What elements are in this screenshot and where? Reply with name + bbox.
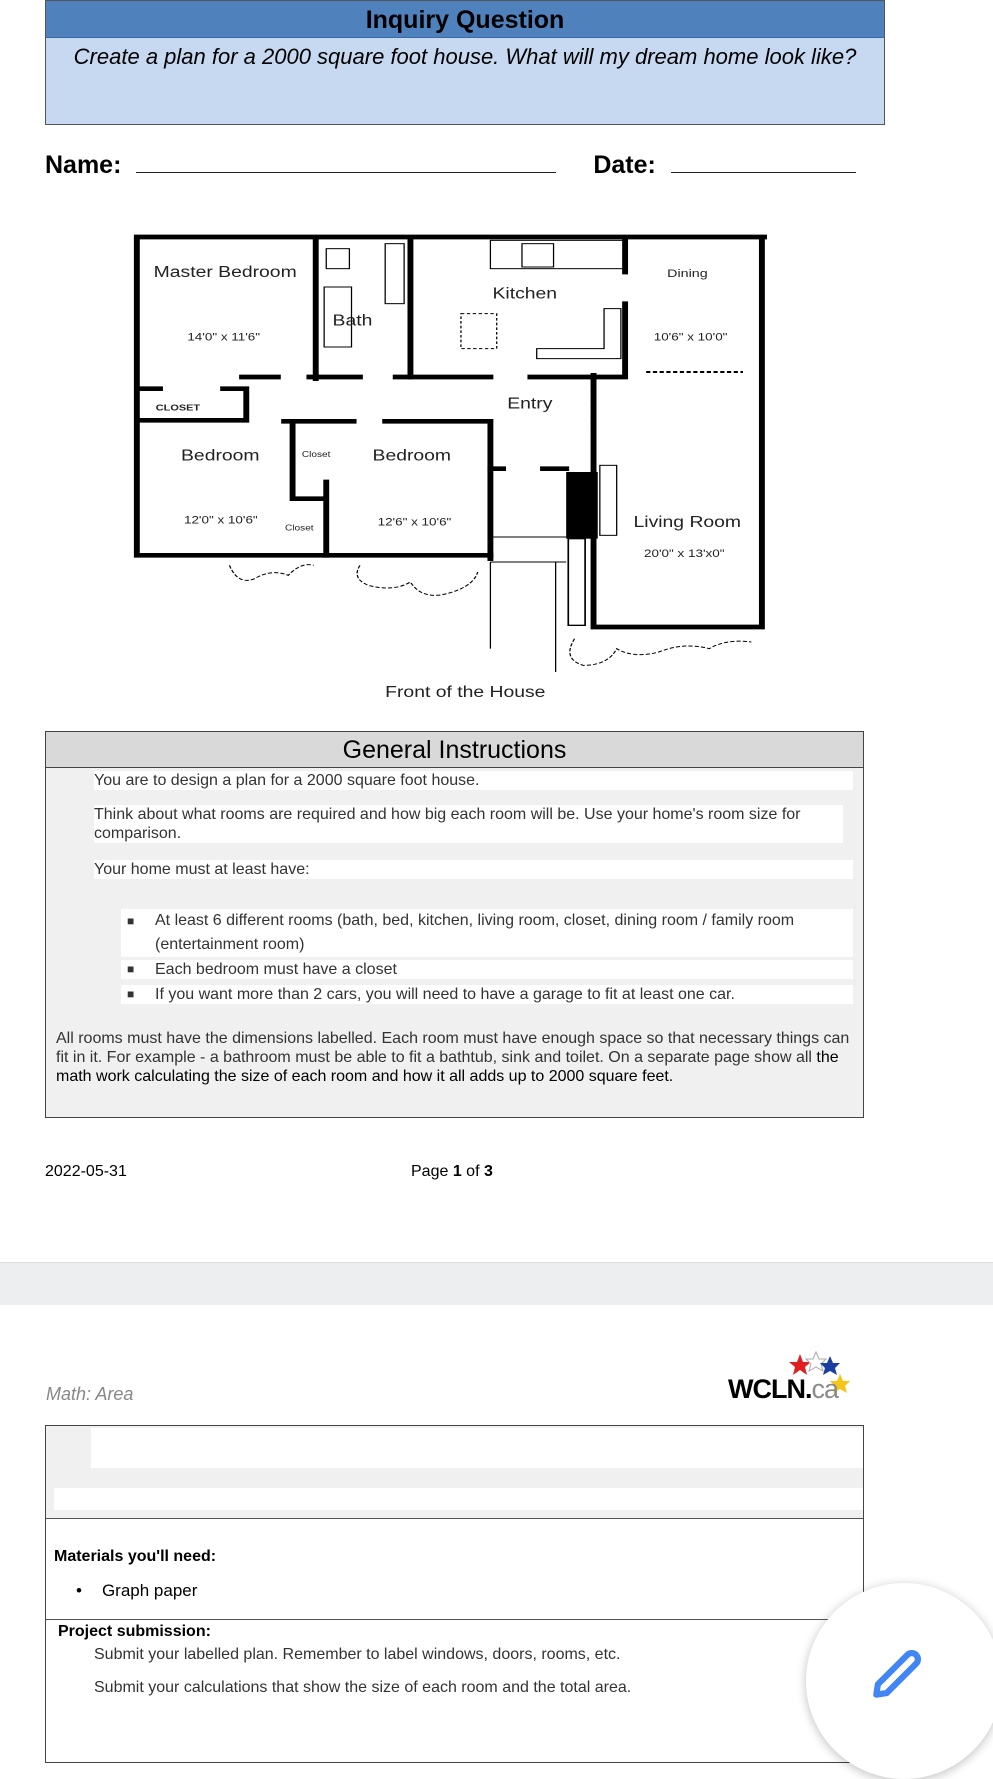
footer-date: 2022-05-31 [45, 1163, 127, 1180]
room-label-master-bedroom: Master Bedroom [153, 262, 297, 281]
name-date-row [45, 150, 856, 180]
floor-plan-caption: Front of the House [385, 682, 546, 701]
materials-item: • Graph paper [76, 1581, 198, 1600]
general-instructions-title: General Instructions [46, 732, 863, 768]
name-field[interactable] [136, 150, 556, 173]
room-label-bedroom-1: Bedroom [181, 446, 260, 464]
inquiry-question: Create a plan for a 2000 square foot house. What will my dream home look like? [73, 44, 857, 69]
date-label: Date: [593, 151, 656, 179]
room-label-kitchen: Kitchen [492, 284, 558, 303]
floor-plan-labels [154, 263, 741, 701]
submission-line: Submit your calculations that show the size of each room and the total area. [94, 1679, 632, 1696]
page-separator [0, 1262, 993, 1305]
bullet-icon: ■ [127, 962, 135, 976]
closet-label-master: CLOSET [155, 403, 201, 413]
submission-title: Project submission: [58, 1623, 211, 1640]
inquiry-title: Inquiry Question [46, 1, 884, 38]
wcln-logo: WCLN.ca [728, 1350, 863, 1410]
floor-plan [120, 222, 780, 702]
bullet-icon: ■ [127, 987, 135, 1001]
page-number: Page 1 of 3 [411, 1163, 493, 1180]
submission-line: Submit your labelled plan. Remember to label windows, doors, rooms, etc. [94, 1646, 621, 1663]
instruction-p3: Your home must at least have: [94, 860, 853, 879]
room-size-master-bedroom: 14'0" x 11'6" [187, 330, 261, 343]
requirement-item: ■ If you want more than 2 cars, you will need to have a garage to fit at least one car. [121, 985, 853, 1004]
pencil-icon [866, 1643, 928, 1705]
instruction-p4: All rooms must have the dimensions labelled. Each room must have enough space so that necessary things can fit in it. For example - a bathroom must be able to fit a bathtub, sink and toilet. On a separate page show all the math work calculating the size of each room and how it all adds up to 2000 square feet. [56, 1030, 850, 1085]
fireplace [566, 472, 598, 539]
room-size-dining: 10'6" x 10'0" [653, 330, 728, 343]
planter [568, 539, 585, 626]
room-label-bedroom-2: Bedroom [372, 446, 452, 464]
bullet-icon: ■ [127, 914, 135, 928]
general-instructions-box [45, 731, 864, 1118]
instruction-p1: You are to design a plan for a 2000 square foot house. [94, 771, 853, 790]
materials-title: Materials you'll need: [54, 1548, 217, 1565]
room-size-bedroom-2: 12'6" x 10'6" [377, 515, 452, 528]
room-label-dining: Dining [667, 266, 708, 280]
inquiry-question-box [45, 0, 885, 125]
room-label-living-room: Living Room [633, 512, 742, 531]
requirement-item: ■ At least 6 different rooms (bath, bed, kitchen, living room, closet, dining room / family room (entertainment room) [121, 909, 853, 957]
room-label-entry: Entry [507, 394, 553, 413]
date-field[interactable] [671, 150, 856, 173]
edit-fab-button[interactable] [806, 1583, 993, 1779]
closet-label-2: Closet [285, 523, 314, 533]
subject-header: Math: Area [46, 1384, 134, 1404]
room-label-bath: Bath [332, 311, 373, 329]
room-size-living-room: 20'0" x 13'x0" [644, 547, 725, 560]
project-details-box [45, 1425, 864, 1763]
bullet-icon: • [76, 1581, 82, 1600]
requirement-item: ■ Each bedroom must have a closet [121, 960, 853, 979]
instruction-p2: Think about what rooms are required and how big each room will be. Use your home's room size for comparison. [94, 805, 843, 843]
divider [46, 1619, 863, 1620]
name-label: Name: [45, 151, 122, 179]
closet-label-1: Closet [301, 449, 331, 459]
room-size-bedroom-1: 12'0" x 10'6" [183, 514, 258, 527]
blank-header-row [46, 1426, 863, 1519]
